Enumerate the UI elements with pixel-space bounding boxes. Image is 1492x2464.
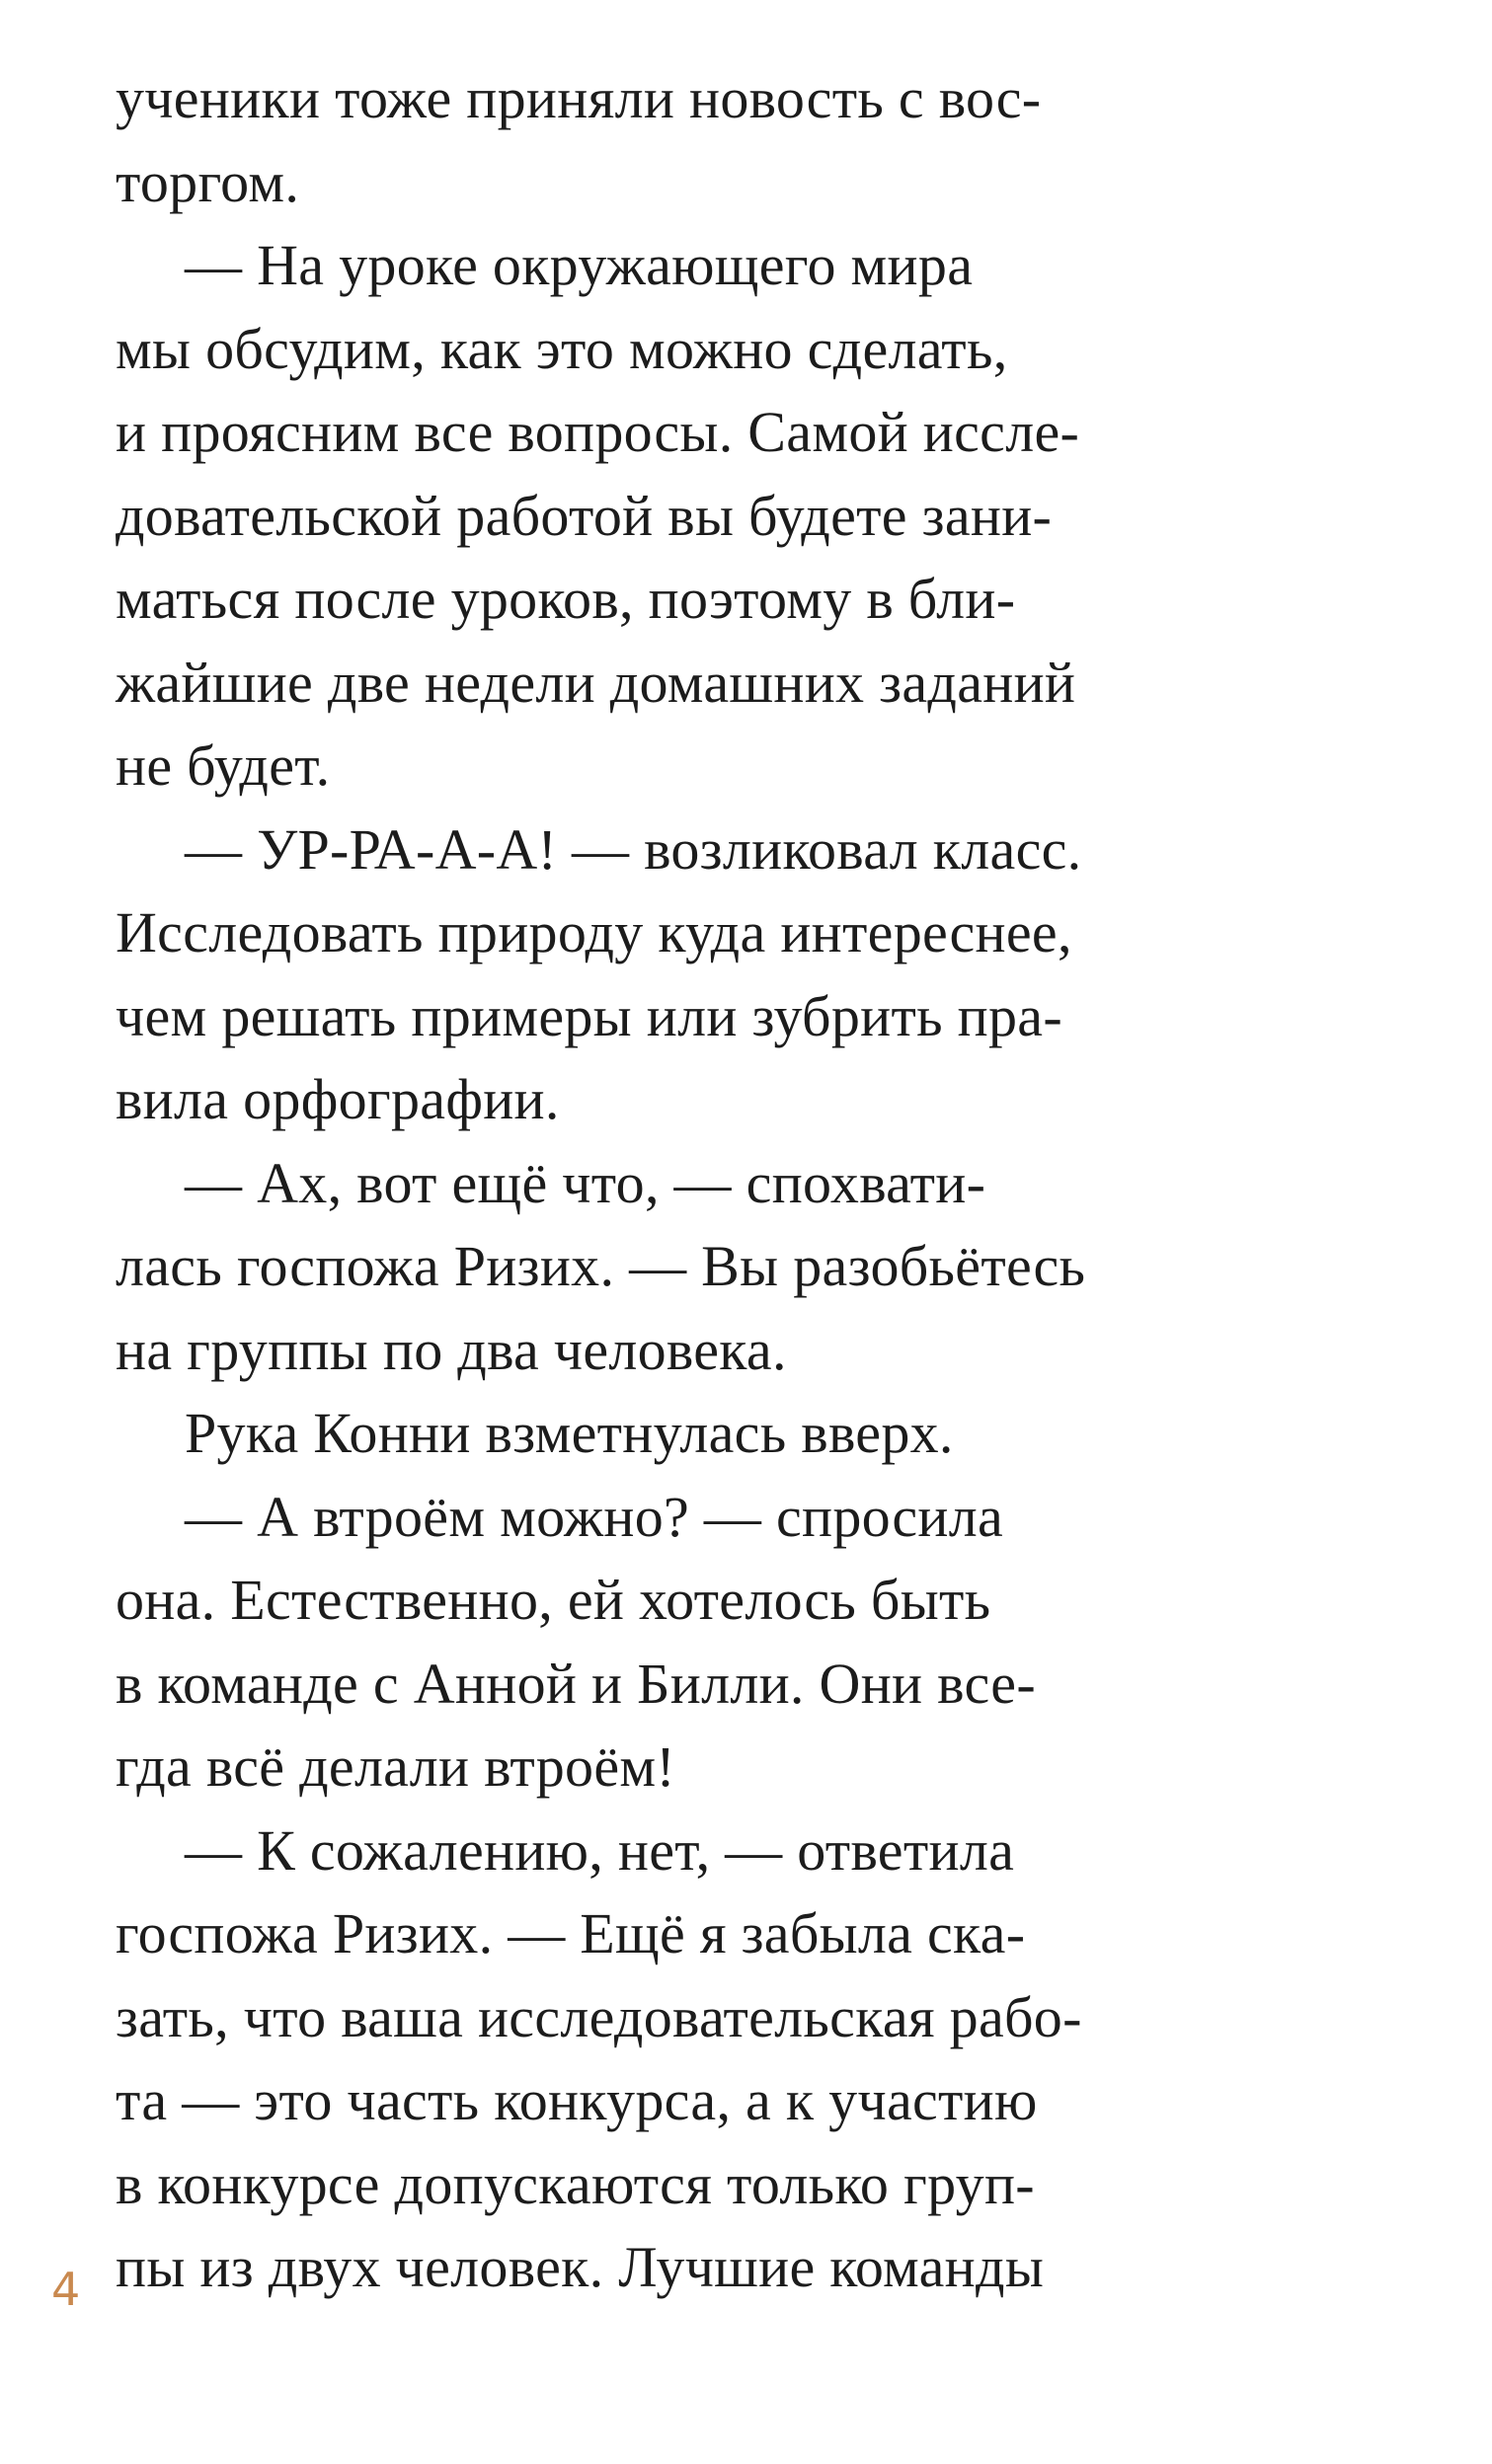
text-line: лась госпожа Ризих. — Вы разобьётесь: [116, 1234, 1086, 1298]
text-line: пы из двух человек. Лучшие команды: [116, 2235, 1045, 2299]
text-line: Исследовать природу куда интереснее,: [116, 900, 1072, 964]
text-line: Рука Конни взметнулась вверх.: [185, 1401, 954, 1465]
body-text: [116, 57, 1360, 2310]
text-line: маться после уроков, поэтому в бли-: [116, 567, 1016, 631]
text-line: довательской работой вы будете зани-: [116, 483, 1053, 548]
text-line: та — это часть конкурса, а к участию: [116, 2068, 1038, 2132]
text-line: в команде с Анной и Билли. Они все-: [116, 1651, 1036, 1716]
text-line: — На уроке окружающего мира: [185, 233, 974, 297]
text-line: — А втроём можно? — спросила: [185, 1484, 1004, 1549]
text-line: торгом.: [116, 149, 300, 214]
text-line: в конкурсе допускаются только груп-: [116, 2151, 1035, 2216]
text-line: она. Естественно, ей хотелось быть: [116, 1568, 991, 1632]
text-line: и проясним все вопросы. Самой иссле-: [116, 400, 1080, 464]
text-line: жайшие две недели домашних заданий: [116, 650, 1076, 715]
page-number: 4: [51, 2263, 81, 2316]
text-line: гда всё делали втроём!: [116, 1734, 675, 1799]
text-line: чем решать примеры или зубрить пра-: [116, 983, 1062, 1048]
text-line: не будет.: [116, 733, 331, 798]
text-line: вила орфографии.: [116, 1067, 560, 1131]
text-line: на группы по два человека.: [116, 1317, 787, 1382]
text-line: зать, что ваша исследовательская рабо-: [116, 1984, 1082, 2049]
text-line: ученики тоже приняли новость с вос-: [116, 66, 1042, 130]
text-line: госпожа Ризих. — Ещё я забыла ска-: [116, 1901, 1026, 1965]
text-line: — К сожалению, нет, — ответила: [185, 1817, 1015, 1883]
text-line: — Ах, вот ещё что, — спохвати-: [185, 1150, 986, 1215]
text-line: — УР-РА-А-А! — возликовал класс.: [185, 816, 1082, 882]
text-line: мы обсудим, как это можно сделать,: [116, 316, 1008, 381]
